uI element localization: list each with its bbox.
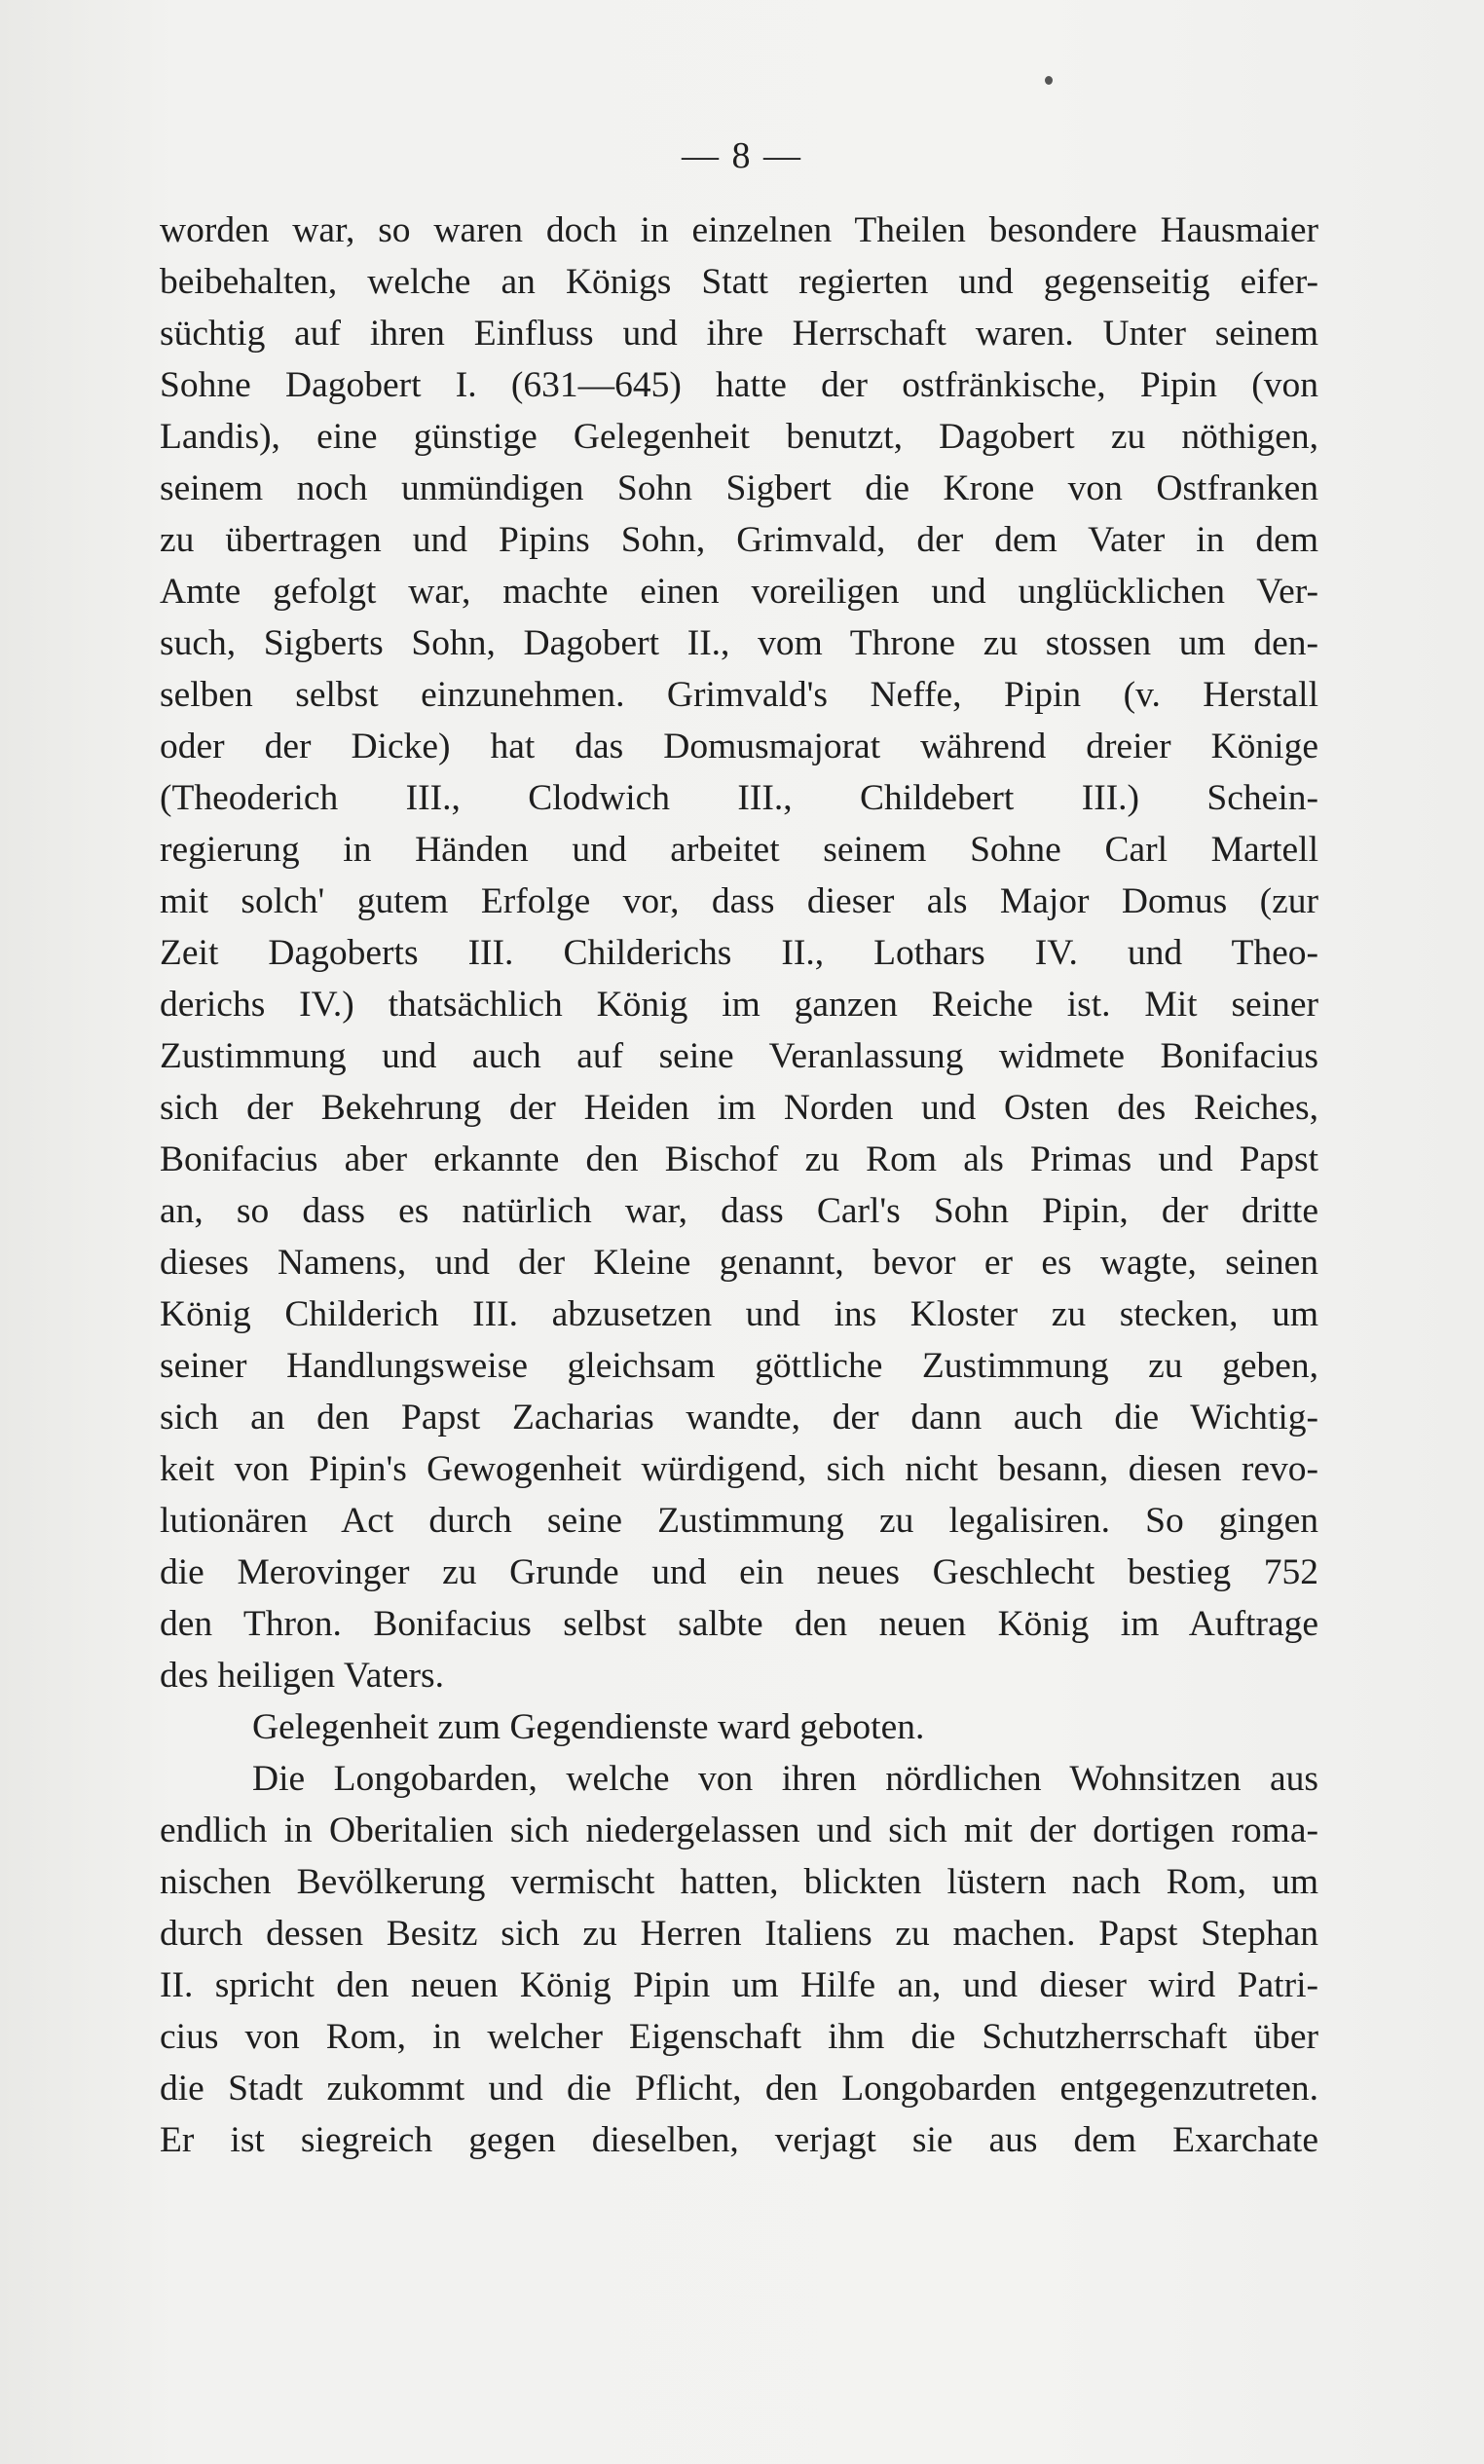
text-line: seinem noch unmündigen Sohn Sigbert die Krone von Ostfranken	[160, 468, 1318, 508]
text-line: oder der Dicke) hat das Domusmajorat während dreier Könige	[160, 727, 1318, 766]
ink-speck	[1045, 76, 1053, 85]
text-line: des heiligen Vaters.	[160, 1656, 444, 1696]
text-line: an, so dass es natürlich war, dass Carl's Sohn Pipin, der dritte	[160, 1191, 1318, 1231]
text-line: durch dessen Besitz sich zu Herren Italiens zu machen. Papst Stephan	[160, 1914, 1318, 1954]
text-line: such, Sigberts Sohn, Dagobert II., vom Throne zu stossen um den-	[160, 623, 1318, 663]
text-line: worden war, so waren doch in einzelnen Theilen besondere Hausmaier	[160, 210, 1318, 250]
text-line: Amte gefolgt war, machte einen voreiligen und unglücklichen Ver-	[160, 572, 1318, 612]
text-line: Landis), eine günstige Gelegenheit benutzt, Dagobert zu nöthigen,	[160, 417, 1318, 457]
text-line: die Stadt zukommt und die Pflicht, den Longobarden entgegenzutreten.	[160, 2069, 1318, 2109]
text-line: nischen Bevölkerung vermischt hatten, blickten lüstern nach Rom, um	[160, 1862, 1318, 1902]
text-line: seiner Handlungsweise gleichsam göttliche Zustimmung zu geben,	[160, 1346, 1318, 1386]
text-line: Sohne Dagobert I. (631—645) hatte der ostfränkische, Pipin (von	[160, 365, 1318, 405]
text-line: König Childerich III. abzusetzen und ins Kloster zu stecken, um	[160, 1294, 1318, 1334]
text-line: cius von Rom, in welcher Eigenschaft ihm die Schutzherrschaft über	[160, 2017, 1318, 2057]
text-line: Gelegenheit zum Gegendienste ward geboten.	[252, 1707, 925, 1747]
text-line: lutionären Act durch seine Zustimmung zu legalisiren. So gingen	[160, 1501, 1318, 1541]
text-line: endlich in Oberitalien sich niedergelassen und sich mit der dortigen roma-	[160, 1811, 1318, 1850]
text-line: mit solch' gutem Erfolge vor, dass dieser als Major Domus (zur	[160, 881, 1318, 921]
text-line: den Thron. Bonifacius selbst salbte den neuen König im Auftrage	[160, 1604, 1318, 1644]
text-line: sich der Bekehrung der Heiden im Norden und Osten des Reiches,	[160, 1088, 1318, 1128]
text-line: die Merovinger zu Grunde und ein neues Geschlecht bestieg 752	[160, 1552, 1318, 1592]
text-line: beibehalten, welche an Königs Statt regierten und gegenseitig eifer-	[160, 262, 1318, 302]
text-line: (Theoderich III., Clodwich III., Childebert III.) Schein-	[160, 778, 1318, 818]
text-line: zu übertragen und Pipins Sohn, Grimvald, der dem Vater in dem	[160, 520, 1318, 560]
text-line: selben selbst einzunehmen. Grimvald's Neffe, Pipin (v. Herstall	[160, 675, 1318, 715]
text-line: sich an den Papst Zacharias wandte, der dann auch die Wichtig-	[160, 1398, 1318, 1437]
body-text	[160, 205, 1318, 2166]
text-line: derichs IV.) thatsächlich König im ganzen Reiche ist. Mit seiner	[160, 985, 1318, 1025]
text-line: dieses Namens, und der Kleine genannt, bevor er es wagte, seinen	[160, 1243, 1318, 1283]
text-line: keit von Pipin's Gewogenheit würdigend, sich nicht besann, diesen revo-	[160, 1449, 1318, 1489]
text-line: Die Longobarden, welche von ihren nördlichen Wohnsitzen aus	[252, 1759, 1318, 1799]
text-line: süchtig auf ihren Einfluss und ihre Herrschaft waren. Unter seinem	[160, 314, 1318, 354]
text-line: Er ist siegreich gegen dieselben, verjagt sie aus dem Exarchate	[160, 2120, 1318, 2160]
text-line: Zustimmung und auch auf seine Veranlassung widmete Bonifacius	[160, 1036, 1318, 1076]
text-line: Bonifacius aber erkannte den Bischof zu Rom als Primas und Papst	[160, 1139, 1318, 1179]
text-line: Zeit Dagoberts III. Childerichs II., Lothars IV. und Theo-	[160, 933, 1318, 973]
text-line: regierung in Händen und arbeitet seinem Sohne Carl Martell	[160, 830, 1318, 870]
page-number: — 8 —	[682, 135, 802, 176]
text-line: II. spricht den neuen König Pipin um Hilfe an, und dieser wird Patri-	[160, 1965, 1318, 2005]
